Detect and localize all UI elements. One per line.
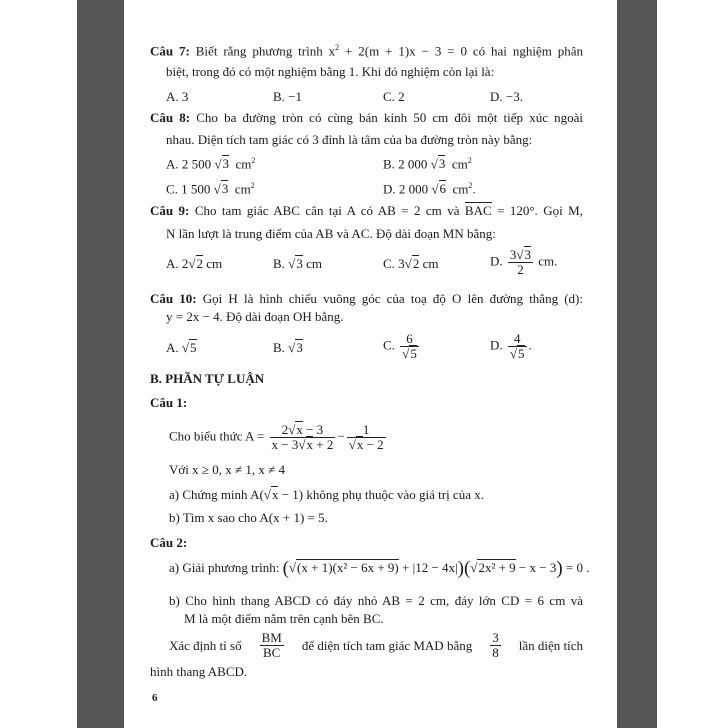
q10-option-c: C. $\frac{6}{√5}$ [383, 331, 417, 361]
q7-line2: biệt, trong đó có một nghiệm bằng 1. Khi đó nghiệm còn lại là: [166, 64, 495, 79]
q9-option-d: D. $\frac{3√3}{2}$ cm. [490, 247, 558, 277]
q7-option-d: D. −3. [490, 89, 523, 104]
q10-option-b: B. √3 [273, 340, 303, 355]
c1-part-b: b) Tìm x sao cho A(x + 1) = 5. [169, 510, 328, 525]
q7-text-b: + 2(m + 1)x − 3 = 0 có hai nghiệm phân [339, 43, 583, 59]
q10-option-d: D. $\frac{4}{√5}$ . [490, 331, 532, 361]
q8-label: Câu 8: [150, 110, 191, 125]
right-gray-border [617, 0, 657, 728]
q7-option-a: A. 3 [166, 89, 189, 104]
q10-label: Câu 10: [150, 291, 197, 306]
q8-line2: nhau. Diện tích tam giác có 3 đỉnh là tâm của ba đường tròn này bằng: [166, 132, 533, 147]
c1-label: Câu 1: [150, 395, 188, 410]
q8-line1 [150, 110, 583, 126]
c2-part-a: a) Giải phương trình: (√(x + 1)(x² − 6x + 9) + |12 − 4x|)(√2x² + 9 − x − 3) = 0 . [169, 558, 590, 579]
q9-option-a: A. 2√2 cm [166, 256, 223, 271]
q9-option-c: C. 3√2 cm [383, 256, 439, 271]
c2-part-b-line1: b) Cho hình thang ABCD có đáy nhỏ AB = 2 cm, đáy lớn CD = 6 cm và [169, 593, 583, 608]
q8-option-d: D. 2 000 √6 $cm^2$. [383, 181, 476, 197]
q7-text: Biết rằng phương trình x [195, 43, 336, 59]
q7-option-b: B. −1 [273, 89, 303, 104]
q9-label: Câu 9: [150, 203, 190, 218]
q8-option-a: A. 2 500 √3 $cm^2$ [166, 156, 256, 172]
q8-text: Cho ba đường tròn có cùng bán kính 50 cm đôi một tiếp xúc ngoài [196, 110, 583, 125]
left-gray-border [77, 0, 124, 728]
q7-option-c: C. 2 [383, 89, 405, 104]
section-heading: B. PHẦN TỰ LUẬN [150, 371, 265, 386]
q9-line2: N lần lượt là trung điểm của AB và AC. Độ dài đoạn MN bằng: [166, 226, 496, 241]
q8-option-c: C. 1 500 √3 $cm^2$ [166, 181, 255, 197]
q10-option-a: A. √5 [166, 340, 197, 355]
q10-line2: y = 2x − 4. Độ dài đoạn OH bằng. [166, 309, 344, 324]
c1-part-a: a) Chứng minh A(√x − 1) không phụ thuộc vào giá trị của x. [169, 487, 484, 502]
c1-expression: Cho biểu thức A = $\frac{2√x - 3}{x - 3√x + 2}$ − $\frac{1}{√x - 2}$ [169, 422, 384, 452]
q9-line1: Câu 9: Cho tam giác ABC cân tại A có AB = 2 cm và BAC = 120°. Gọi M, [150, 203, 583, 218]
angle-bac: BAC [464, 203, 492, 218]
c2-ratio-line: Xác định tỉ số $\frac{BM}{BC}$ để diện tích tam giác MAD bằng $\frac{3}{8}$ lần diện tích [169, 630, 583, 660]
q8-option-b: B. 2 000 √3 $cm^2$ [383, 156, 472, 172]
c2-part-b-line2: M là một điểm nằm trên cạnh bên BC. [184, 611, 384, 626]
c2-label: Câu 2: [150, 535, 188, 550]
q7-line1: Câu 7: Biết rằng phương trình $x^2 + 2(m + 1)x - 3 = 0$ có hai nghiệm phân [150, 43, 583, 59]
q10-line1: Câu 10: Gọi H là hình chiếu vuông góc của toạ độ O lên đường thẳng (d): [150, 291, 583, 306]
c2-ratio-line2: hình thang ABCD. [150, 664, 248, 679]
page-number: 6 [152, 692, 158, 704]
c1-condition: Với x ≥ 0, x ≠ 1, x ≠ 4 [169, 462, 286, 477]
q7-label: Câu 7: [150, 43, 190, 59]
q9-option-b: B. √3 cm [273, 256, 322, 271]
